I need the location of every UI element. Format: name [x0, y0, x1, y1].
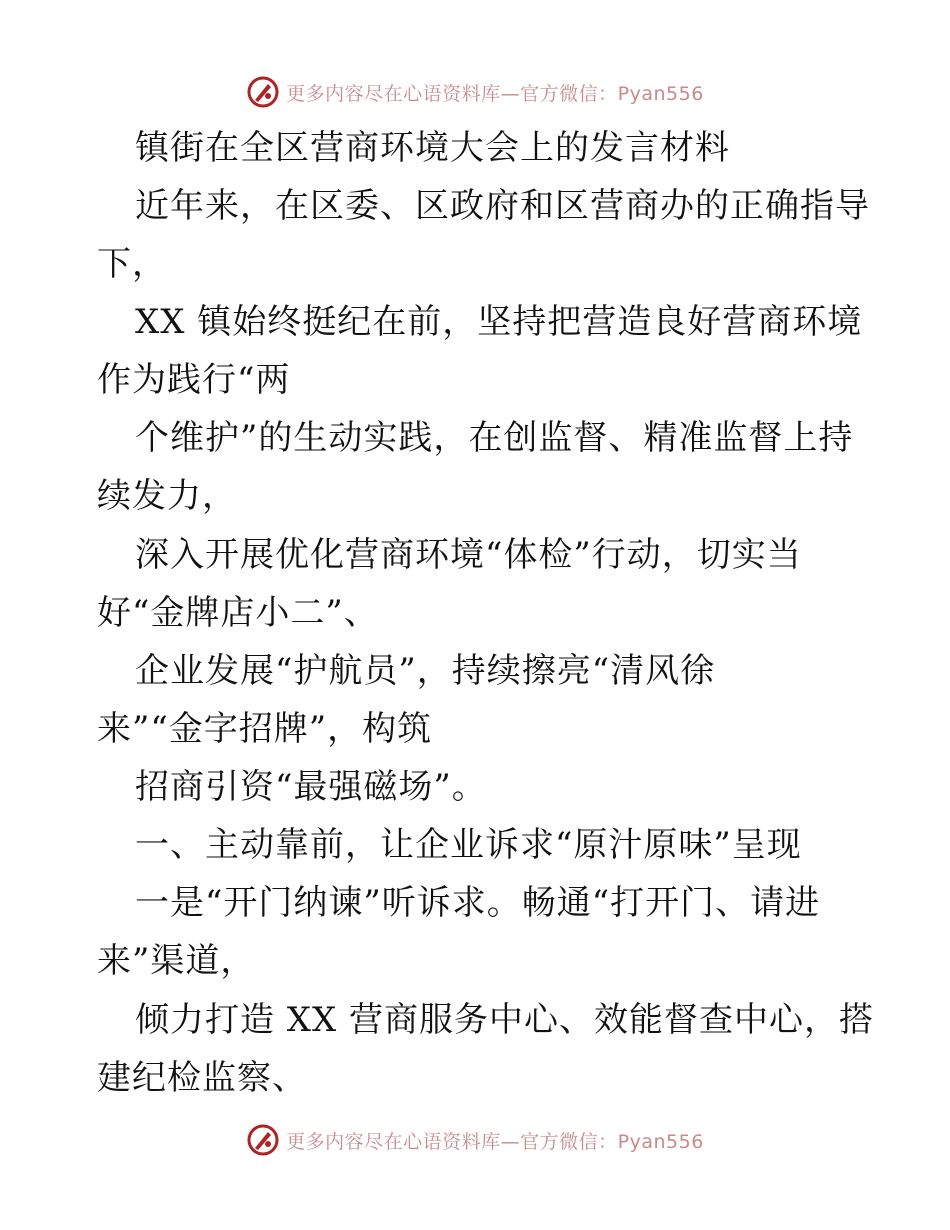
- watermark-text: 更多内容尽在心语资料库—官方微信：Pyan556: [286, 82, 704, 105]
- pen-logo-icon: [246, 75, 280, 109]
- paragraph-line: 建纪检监察、: [97, 1058, 307, 1098]
- paragraph-line: 一是“开门纳谏”听诉求。畅通“打开门、请进: [135, 883, 821, 923]
- paragraph-line: 下，: [97, 244, 167, 284]
- paragraph-line: 倾力打造 XX 营商服务中心、效能督查中心，搭: [135, 1000, 875, 1040]
- paragraph-line: 近年来，在区委、区政府和区营商办的正确指导: [135, 186, 870, 226]
- paragraph-line: XX 镇始终挺纪在前，坚持把营造良好营商环境: [135, 302, 863, 342]
- paragraph-line: 企业发展“护航员”，持续擦亮“清风徐: [135, 651, 716, 691]
- footer-watermark: [0, 1120, 950, 1160]
- header-watermark: [0, 72, 950, 112]
- paragraph-line: 续发力，: [97, 476, 237, 516]
- section-heading: 一、主动靠前，让企业诉求“原汁原味”呈现: [135, 825, 802, 865]
- paragraph-line: 来”渠道，: [97, 941, 256, 981]
- pen-logo-icon: [246, 1123, 280, 1157]
- paragraph-line: 好“金牌店小二”、: [97, 593, 379, 633]
- paragraph-line: 个维护”的生动实践，在创监督、精准监督上持: [135, 418, 854, 458]
- watermark-text: 更多内容尽在心语资料库—官方微信：Pyan556: [286, 1130, 704, 1153]
- paragraph-line: 深入开展优化营商环境“体检”行动，切实当: [135, 535, 802, 575]
- paragraph-line: 来”“金字招牌”，构筑: [97, 709, 433, 749]
- document-title: 镇街在全区营商环境大会上的发言材料: [135, 128, 730, 168]
- paragraph-line: 招商引资“最强磁场”。: [135, 767, 487, 807]
- paragraph-line: 作为践行“两: [97, 360, 291, 400]
